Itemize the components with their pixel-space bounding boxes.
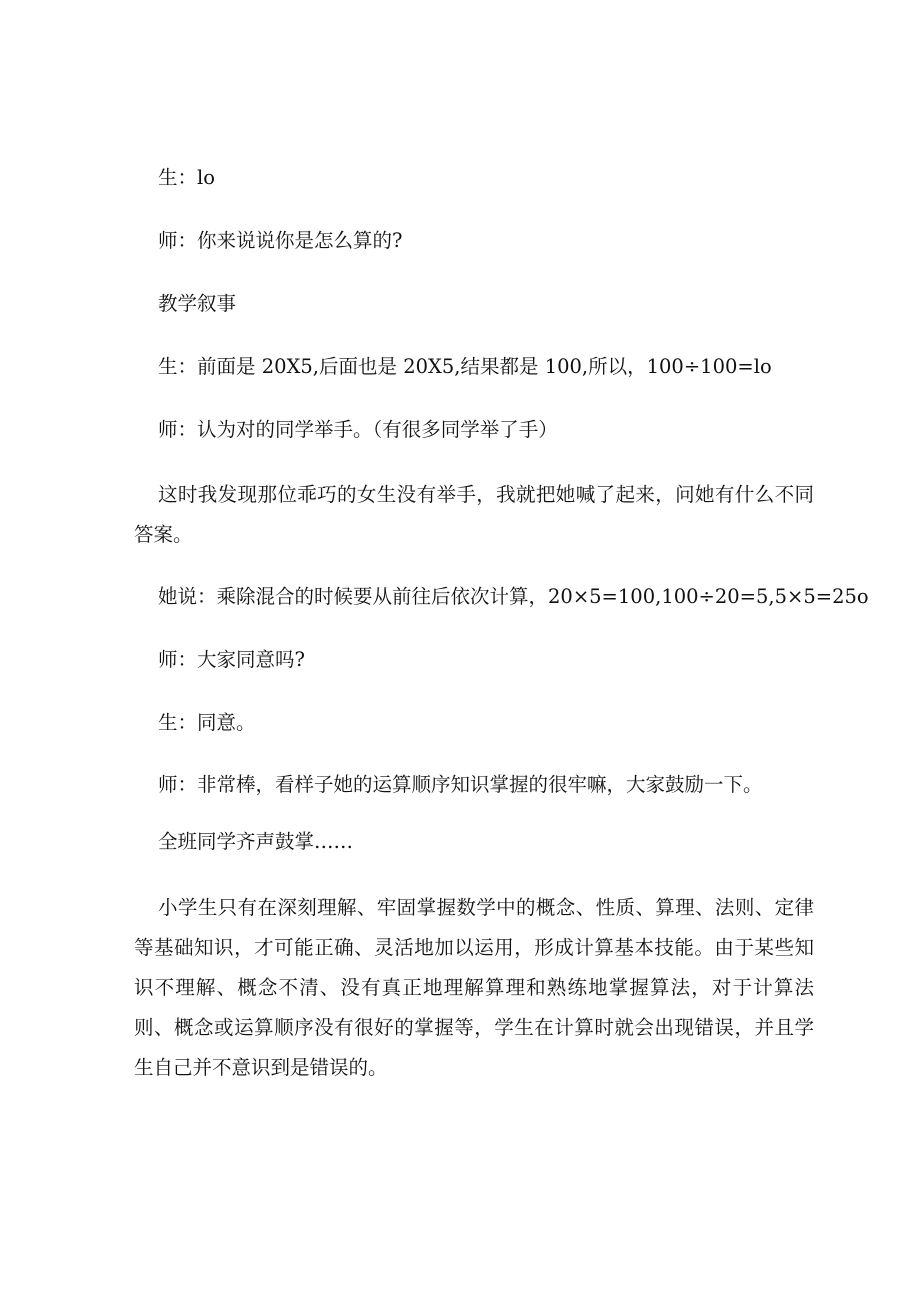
section-heading: 教学叙事 bbox=[158, 292, 237, 315]
dialogue-teacher-question: 师：你来说说你是怎么算的? bbox=[158, 229, 403, 252]
dialogue-student-agree: 生：同意。 bbox=[158, 711, 256, 734]
dialogue-student-explanation: 生：前面是 20X5,后面也是 20X5,结果都是 100,所以，100÷100=lo bbox=[158, 355, 772, 378]
dialogue-student-answer: 生：lo bbox=[158, 166, 215, 189]
dialogue-teacher-praise: 师：非常棒，看样子她的运算顺序知识掌握的很牢嘛，大家鼓励一下。 bbox=[158, 773, 763, 796]
dialogue-girl-answer: 她说：乘除混合的时候要从前往后依次计算，20×5=100,100÷20=5,5×5=25o bbox=[158, 585, 869, 608]
dialogue-teacher-poll: 师：认为对的同学举手。（有很多同学举了手） bbox=[158, 418, 558, 441]
class-applause: 全班同学齐声鼓掌…… bbox=[158, 830, 354, 853]
dialogue-teacher-ask: 师：大家同意吗? bbox=[158, 648, 305, 671]
analysis-paragraph: 小学生只有在深刻理解、牢固掌握数学中的概念、性质、算理、法则、定律等基础知识，才可能正确、灵活地加以运用，形成计算基本技能。由于某些知识不理解、概念不清、没有真正地理解算理和熟练地掌握算法，对于计算法则、概念或运算顺序没有很好的掌握等，学生在计算时就会出现错误，并且学生自己并不意识到是错误的。 bbox=[134, 896, 814, 1079]
narrative-paragraph: 这时我发现那位乖巧的女生没有举手，我就把她喊了起来，问她有什么不同答案。 bbox=[134, 483, 814, 546]
